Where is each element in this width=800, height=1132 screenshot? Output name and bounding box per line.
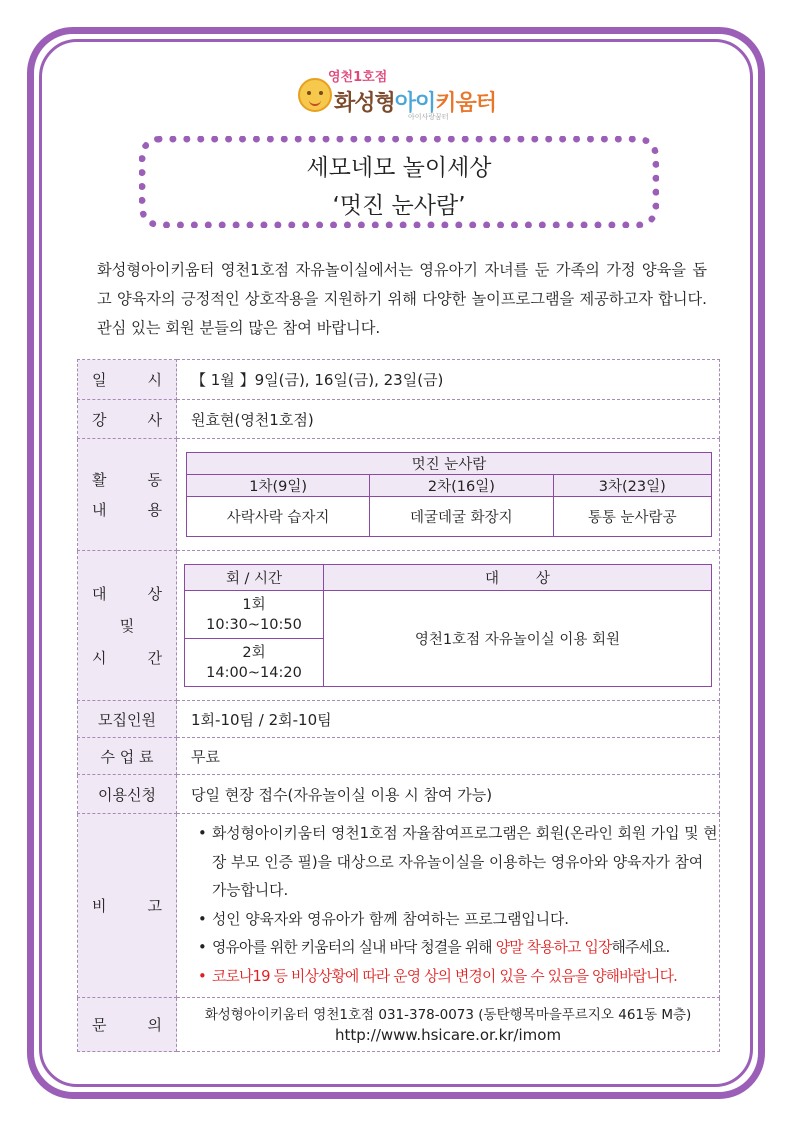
apply-row xyxy=(78,775,720,814)
target-label: 대 상 및 시 간 xyxy=(78,551,177,701)
target-value: 영천1호점 자유놀이실 이용 회원 xyxy=(324,591,712,687)
apply-label: 이용신청 xyxy=(78,775,177,814)
activity-table xyxy=(186,452,712,537)
note-item: • 성인 양육자와 영유아가 함께 참여하는 프로그램입니다. xyxy=(198,906,718,935)
fee-value: 무료 xyxy=(177,738,720,775)
schedule-value: 【 1월 】9일(금), 16일(금), 23일(금) xyxy=(177,360,720,400)
session-round: 1차(9일) xyxy=(187,475,370,497)
inquiry-cell xyxy=(177,998,720,1052)
note-item-warning: • 코로나19 등 비상상황에 따라 운영 상의 변경이 있을 수 있음을 양해바랍니다. xyxy=(198,963,718,992)
target-row xyxy=(78,551,720,701)
time-slot: 1회 10:30~10:50 xyxy=(185,591,324,639)
instructor-label: 강 사 xyxy=(78,400,177,439)
instructor-row xyxy=(78,400,720,439)
fee-row xyxy=(78,738,720,775)
logo-sub: 아이사랑꿈터 xyxy=(408,113,449,121)
activity-cell xyxy=(177,439,720,551)
inquiry-contact: 화성형아이키움터 영천1호점 031-378-0073 (동탄행목마을푸르지오 461동 M층) xyxy=(204,1006,692,1023)
logo-face-icon xyxy=(298,78,332,112)
target-cell xyxy=(177,551,720,701)
session-round: 2차(16일) xyxy=(370,475,553,497)
session-content: 사락사락 습자지 xyxy=(187,497,370,537)
inquiry-row xyxy=(78,998,720,1052)
recruit-row xyxy=(78,701,720,738)
activity-row xyxy=(78,439,720,551)
intro-text: 화성형아이키움터 영천1호점 자유놀이실에서는 영유아기 자녀를 둔 가족의 가정 양육을 돕고 양육자의 긍정적인 상호작용을 지원하기 위해 다양한 놀이프로그램을 제공하고자 합니다. 관심 있는 회원 분들의 많은 참여 바랍니다. xyxy=(97,261,707,337)
activity-table-title: 멋진 눈사람 xyxy=(187,453,712,475)
instructor-value: 원효현(영천1호점) xyxy=(177,400,720,439)
logo-name: 화성형아이키움터 xyxy=(334,91,497,116)
recruit-value: 1회-10팀 / 2회-10팀 xyxy=(177,701,720,738)
target-table xyxy=(184,564,712,687)
title-line1: 세모네모 놀이세상 xyxy=(306,155,492,181)
info-table xyxy=(77,359,720,1052)
time-slot: 2회 14:00~14:20 xyxy=(185,639,324,687)
note-item: • 영유아를 위한 키움터의 실내 바닥 청결을 위해 양말 착용하고 입장해주세요. xyxy=(198,934,718,963)
target-column-header: 대 상 xyxy=(324,565,712,591)
schedule-label: 일 시 xyxy=(78,360,177,400)
notes-row xyxy=(78,814,720,998)
inquiry-label: 문 의 xyxy=(78,998,177,1052)
fee-label: 수 업 료 xyxy=(78,738,177,775)
notes-cell xyxy=(177,814,720,998)
note-item: • 화성형아이키움터 영천1호점 자율참여프로그램은 회원(온라인 회원 가입 및 현장 부모 인증 필)을 대상으로 자유놀이실을 이용하는 영유아와 양육자가 참여 가능합니다. xyxy=(198,820,718,906)
session-round: 3차(23일) xyxy=(553,475,712,497)
logo xyxy=(298,64,518,120)
recruit-label: 모집인원 xyxy=(78,701,177,738)
notes-list xyxy=(178,820,718,991)
session-content: 데굴데굴 화장지 xyxy=(370,497,553,537)
notes-label: 비 고 xyxy=(78,814,177,998)
inquiry-url[interactable]: http://www.hsicare.or.kr/imom xyxy=(334,1025,562,1044)
title-box xyxy=(139,136,659,228)
session-content: 통통 눈사람공 xyxy=(553,497,712,537)
title-line2: ‘멋진 눈사람’ xyxy=(332,193,466,219)
logo-branch: 영천1호점 xyxy=(328,70,388,85)
time-column-header: 회 / 시간 xyxy=(185,565,324,591)
schedule-row xyxy=(78,360,720,400)
apply-value: 당일 현장 접수(자유놀이실 이용 시 참여 가능) xyxy=(177,775,720,814)
activity-label: 활 동 내 용 xyxy=(78,439,177,551)
